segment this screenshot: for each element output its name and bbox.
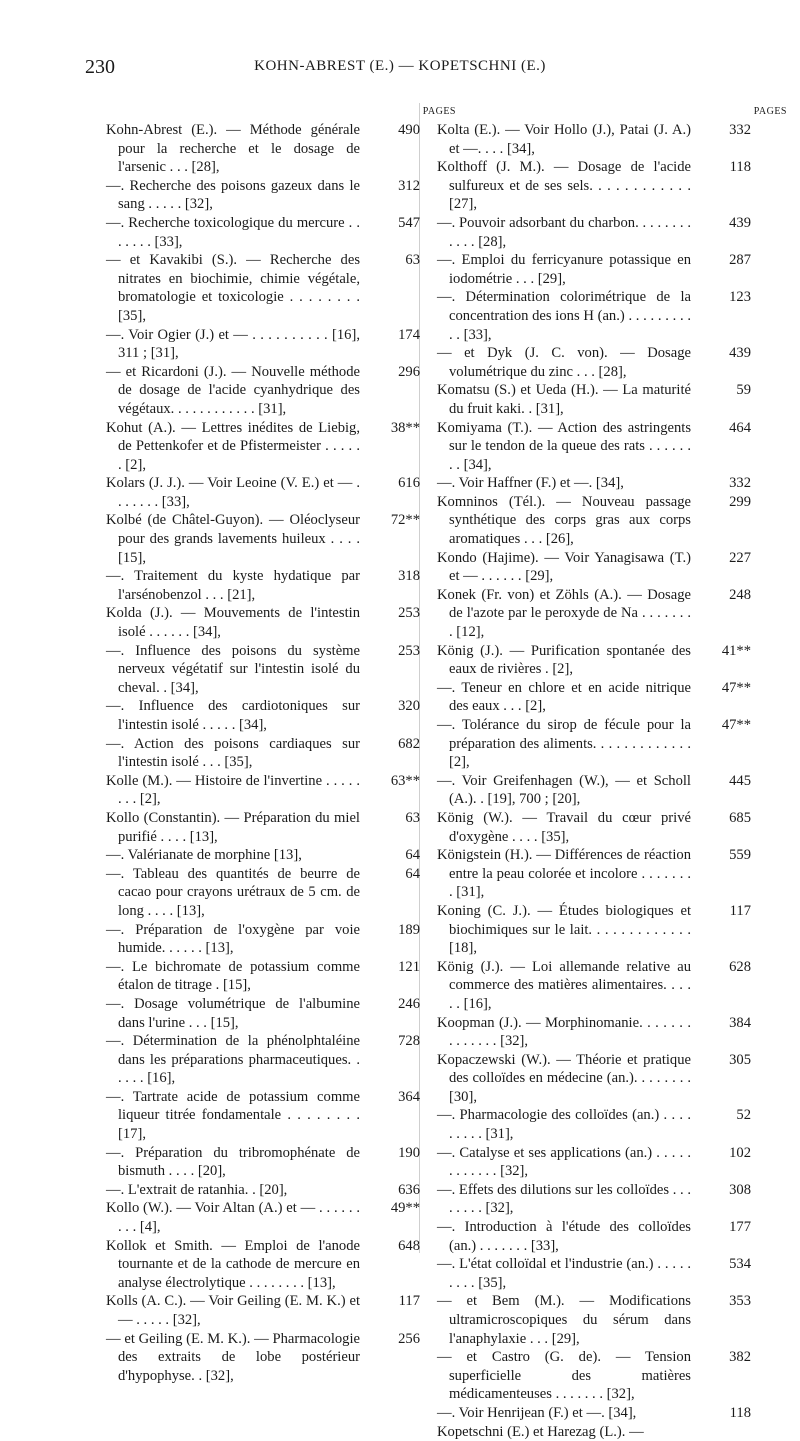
index-entry [437,344,767,381]
entry-page-number [691,642,751,661]
index-entry [106,419,436,475]
page-ref: 118 [729,159,751,176]
index-entry [437,716,767,772]
entry-page-number [691,1181,751,1200]
index-entry [437,1014,767,1051]
entry-page-number [360,511,420,530]
entry-text: Kohn-Abrest (E.). — Méthode générale pour la recherche et le dosage de l'arsenic . . . [28], [106,122,360,176]
page-ref: 253 [398,605,420,622]
index-entry [437,1181,767,1218]
index-entry [437,809,767,846]
page-ref: 320 [398,698,420,715]
page-ref: 287 [729,252,751,269]
entry-page-number [691,419,751,438]
page-ref: 38** [390,419,420,436]
entry-page-number [691,1144,751,1163]
index-entry [106,735,436,772]
page-ref: 102 [729,1144,751,1161]
index-entry [437,679,767,716]
index-entry [106,846,436,865]
entry-page-number [691,716,751,735]
index-entry [437,1255,767,1292]
entry-text: Kollok et Smith. — Emploi de l'anode tournante et de la cathode de mercure en analyse électrolytique . . . . . . . . [13], [106,1237,360,1291]
entry-page-number [691,344,751,363]
page-ref: 547 [398,214,420,231]
entry-text: —. Le bichromate de potassium comme étalon de titrage . [15], [106,958,360,994]
index-entry [106,642,436,698]
entry-page-number [691,288,751,307]
entry-text: Komatsu (S.) et Ueda (H.). — La maturité du fruit kaki. . [31], [437,382,691,417]
page-ref: 648 [398,1237,420,1254]
entry-page-number [691,381,751,400]
index-entry [106,567,436,604]
index-entry [437,419,767,475]
index-entry [437,958,767,1014]
entry-text: — et Kavakibi (S.). — Recherche des nitrates en biochimie, chimie végétale, bromatologie et toxicologie . . . . . . . . [35], [106,252,360,324]
index-entries-right [437,121,767,1441]
entry-page-number [360,865,420,884]
index-entry [437,902,767,958]
index-entry [437,1106,767,1143]
index-entry [437,1404,767,1423]
entry-page-number [691,1292,751,1311]
page-ref: 248 [729,586,751,603]
entry-text: —. Voir Henrijean (F.) et —. [34], [437,1404,637,1421]
index-entry [106,326,436,363]
entry-page-number [691,1051,751,1070]
entry-page-number [360,846,420,865]
entry-text: Kolta (E.). — Voir Hollo (J.), Patai (J. A.) et —. . . . [34], [437,122,691,157]
entry-text: König (J.). — Purification spontanée des eaux de rivières . [2], [437,642,691,678]
entry-text: Komninos (Tél.). — Nouveau passage synthétique des corps gras aux corps aromatiques . . . [26], [437,493,691,548]
page-ref: 117 [729,902,751,919]
entry-text: —. L'état colloïdal et l'industrie (an.) . . . . . . . . . [35], [437,1256,691,1291]
entry-page-number [691,1218,751,1237]
page-ref: 227 [729,549,751,566]
entry-page-number [360,995,420,1014]
page-ref: 72** [390,512,420,529]
page-number: 230 [85,56,115,78]
page-ref: 559 [729,847,751,864]
page-ref: 305 [729,1051,751,1068]
entry-page-number [360,419,420,438]
entry-page-number [360,642,420,661]
page-ref: 490 [398,122,420,138]
entry-page-number [360,1292,420,1311]
entry-page-number [360,809,420,828]
entry-text: — et Bem (M.). — Modifications ultramicroscopiques du sérum dans l'anaphylaxie . . . [29], [437,1293,691,1347]
entry-page-number [360,1181,420,1200]
index-entry [106,1144,436,1181]
index-entry [106,865,436,921]
entry-text: —. Traitement du kyste hydatique par l'arsénobenzol . . . [21], [106,568,360,603]
page-ref: 308 [729,1181,751,1198]
page-ref: 64 [405,847,420,864]
entry-page-number [360,604,420,623]
entry-text: —. Détermination de la phénolphtaléine dans les préparations pharmaceutiques. . . . . . [16], [106,1033,360,1087]
entry-page-number [360,1237,420,1256]
page-ref: 628 [729,958,751,975]
page-ref: 253 [398,642,420,659]
page-ref: 47** [721,717,751,733]
page-ref: 64 [405,865,420,882]
entry-page-number [691,586,751,605]
index-entry [106,214,436,251]
entry-text: —. Dosage volumétrique de l'albumine dans l'urine . . . [15], [106,995,360,1031]
entry-page-number [360,214,420,233]
index-entry [437,251,767,288]
index-entry [106,121,436,177]
page-ref: 63 [405,809,420,826]
page-ref: 296 [398,363,420,380]
index-entry [106,1292,436,1329]
entry-text: Kohut (A.). — Lettres inédites de Liebig, de Pettenkofer et de Pfistermeister . . . . . . [2], [106,419,360,473]
entry-text: Kolls (A. C.). — Voir Geiling (E. M. K.) et — . . . . . [32], [106,1293,360,1328]
entry-page-number [691,1404,751,1423]
page-ref: 63** [390,772,420,789]
index-entry [106,697,436,734]
page-ref: 384 [729,1014,751,1031]
page-ref: 685 [729,809,751,826]
entry-text: —. Préparation du tribromophénate de bismuth . . . . [20], [106,1144,360,1180]
right-column [437,103,787,1441]
index-entry [437,1051,767,1107]
entry-page-number [360,1144,420,1163]
index-entry [437,1423,767,1441]
entry-text: —. Voir Greifenhagen (W.), — et Scholl (A.). . [19], 700 ; [20], [437,772,691,808]
index-entry [106,1032,436,1088]
index-entry [437,1144,767,1181]
entry-page-number [360,177,420,196]
entry-page-number [360,921,420,940]
page-ref: 174 [398,326,420,343]
running-title: KOHN-ABREST (E.) — KOPETSCHNI (E.) [254,58,546,74]
entry-text: —. Pouvoir adsorbant du charbon. . . . . . . . . . . . [28], [437,214,691,250]
entry-page-number [360,697,420,716]
index-entry [106,511,436,567]
entry-text: —. Influence des poisons du système nerveux végétatif sur l'intestin isolé du cheval. . [34], [106,642,360,696]
entry-page-number [360,735,420,754]
entry-text: Koopman (J.). — Morphinomanie. . . . . . . . . . . . . . [32], [437,1014,691,1050]
entry-page-number [691,809,751,828]
index-entry [437,121,767,158]
index-entry [437,474,767,493]
page-ref: 246 [398,995,420,1012]
index-entry [437,586,767,642]
index-entry [106,1330,436,1386]
index-entry [106,1181,436,1200]
entry-text: Kollo (W.). — Voir Altan (A.) et — . . . . . . . . . [4], [106,1200,360,1236]
entry-text: König (W.). — Travail du cœur privé d'oxygène . . . . [35], [437,809,691,845]
entry-text: Kopaczewski (W.). — Théorie et pratique des colloïdes en médecine (an.). . . . . . . . [30], [437,1051,691,1105]
index-entry [106,809,436,846]
entry-page-number [360,474,420,493]
entry-page-number [691,1014,751,1033]
entry-page-number [691,121,751,140]
left-column [106,103,456,1385]
entry-text: —. Action des poisons cardiaques sur l'intestin isolé . . . [35], [106,735,360,771]
page-ref: 636 [398,1181,420,1198]
entry-text: —. Tolérance du sirop de fécule pour la préparation des aliments. . . . . . . . . . . . . [2], [437,717,691,771]
entry-page-number [360,363,420,382]
index-entry [437,158,767,214]
entry-page-number [360,1032,420,1051]
index-entry [106,958,436,995]
entry-text: —. Recherche des poisons gazeux dans le sang . . . . . [32], [106,177,360,213]
index-entry [437,1348,767,1404]
entry-page-number [360,326,420,345]
entry-text: —. Pharmacologie des colloïdes (an.) . . . . . . . . . [31], [437,1107,691,1143]
index-entry [106,1088,436,1144]
page-ref: 299 [729,493,751,510]
index-entry [437,381,767,418]
entry-text: —. Voir Haffner (F.) et —. [34], [437,475,624,492]
index-entry [437,549,767,586]
index-entry [437,493,767,549]
entry-text: —. Effets des dilutions sur les colloïdes . . . . . . . . [32], [437,1181,691,1217]
index-entry [437,1218,767,1255]
page-ref: 256 [398,1330,420,1347]
page-ref: 123 [729,289,751,306]
page-ref: 728 [398,1033,420,1050]
index-entry [437,288,767,344]
page-ref: 117 [398,1293,420,1310]
page-ref: 190 [398,1144,420,1161]
entry-text: Königstein (H.). — Différences de réaction entre la peau colorée et incolore . . . . . . . . [31], [437,847,691,901]
entry-page-number [691,549,751,568]
entry-text: —. Emploi du ferricyanure potassique en iodométrie . . . [29], [437,252,691,287]
index-entry [106,251,436,325]
page-ref: 364 [398,1088,420,1105]
page-ref: 445 [729,772,751,789]
entry-text: —. Voir Ogier (J.) et — . . . . . . . . . . [16], 311 ; [31], [106,326,360,362]
page-ref: 121 [398,958,420,975]
entry-text: — et Geiling (E. M. K.). — Pharmacologie des extraits de lobe postérieur d'hypophyse. . [32], [106,1330,360,1384]
page-ref: 439 [729,345,751,362]
page-ref: 318 [398,568,420,585]
entry-text: —. Tableau des quantités de beurre de cacao pour crayons urétraux de 5 cm. de long . . . . [13], [106,865,360,919]
entry-text: Kondo (Hajime). — Voir Yanagisawa (T.) et — . . . . . . [29], [437,549,691,585]
entry-page-number [691,251,751,270]
pages-column-label: PAGES [753,106,787,117]
page-ref: 312 [398,177,420,194]
page-ref: 41** [721,642,751,659]
entry-page-number [691,158,751,177]
entry-text: —. Recherche toxicologique du mercure . . . . . . . [33], [106,214,360,250]
entry-text: Koning (C. J.). — Études biologiques et biochimiques sur le lait. . . . . . . . . . . . . [18], [437,902,691,957]
page-ref: 52 [736,1107,751,1124]
page-ref: 332 [729,475,751,492]
index-entry [437,642,767,679]
entry-text: Konek (Fr. von) et Zöhls (A.). — Dosage de l'azote par le peroxyde de Na . . . . . . . . [12], [437,586,691,641]
entry-page-number [691,1348,751,1367]
entry-text: König (J.). — Loi allemande relative au commerce des matières alimentaires. . . . . . [16], [437,958,691,1012]
index-entry [106,921,436,958]
page-ref: 353 [729,1293,751,1310]
page-ref: 47** [721,679,751,696]
index-entry [106,995,436,1032]
entry-page-number [360,958,420,977]
entry-page-number [360,1330,420,1349]
index-entry [106,772,436,809]
entry-text: Kolars (J. J.). — Voir Leoine (V. E.) et — . . . . . . . [33], [106,475,360,510]
page-ref: 464 [729,419,751,436]
page-ref: 59 [736,382,751,399]
page-ref: 189 [398,921,420,938]
entry-page-number [691,772,751,791]
page-ref: 177 [729,1219,751,1236]
index-entry [106,474,436,511]
entry-text: Kolda (J.). — Mouvements de l'intestin isolé . . . . . . [34], [106,605,360,641]
entry-text: — et Dyk (J. C. von). — Dosage volumétrique du zinc . . . [28], [437,345,691,380]
page-ref: 382 [729,1349,751,1366]
entry-page-number [360,1088,420,1107]
entry-page-number [360,121,420,140]
entry-text: —. Valérianate de morphine [13], [106,847,302,864]
entry-text: —. L'extrait de ratanhia. . [20], [106,1181,288,1198]
entry-page-number [360,1199,420,1218]
page-ref: 118 [729,1404,751,1421]
entry-text: —. Détermination colorimétrique de la concentration des ions H (an.) . . . . . . . . . . . [33], [437,289,691,343]
page-ref: 534 [729,1256,751,1273]
entry-text: Komiyama (T.). — Action des astringents sur le tendon de la queue des rats . . . . . . . . [34], [437,419,691,473]
page-ref: 616 [398,475,420,492]
page-ref: 49** [390,1200,420,1217]
entry-text: — et Ricardoni (J.). — Nouvelle méthode de dosage de l'acide cyanhydrique des végétaux. . . . . . . . . . . . [31], [106,363,360,417]
index-entry [106,1237,436,1293]
entry-page-number [691,902,751,921]
entry-page-number [691,474,751,493]
entry-text: —. Catalyse et ses applications (an.) . . . . . . . . . . . . [32], [437,1144,691,1180]
index-entry [437,772,767,809]
entry-text: —. Influence des cardiotoniques sur l'intestin isolé . . . . . [34], [106,698,360,733]
index-entry [106,363,436,419]
index-entries-left [106,121,436,1385]
entry-text: — et Castro (G. de). — Tension superficielle des matières médicamenteuses . . . . . . . [32], [437,1349,691,1403]
entry-page-number [691,958,751,977]
page-ref: 682 [398,735,420,752]
entry-page-number [691,214,751,233]
pages-column-label: PAGES [422,106,456,117]
entry-page-number [691,1106,751,1125]
index-entry [106,177,436,214]
entry-page-number [691,493,751,512]
index-entry [437,214,767,251]
entry-page-number [691,846,751,865]
page-ref: 332 [729,122,751,138]
index-entry [437,1292,767,1348]
entry-text: —. Préparation de l'oxygène par voie humide. . . . . . [13], [106,921,360,957]
index-entry [106,1199,436,1236]
entry-text: —. Teneur en chlore et en acide nitrique des eaux . . . [2], [437,679,691,715]
entry-page-number [360,251,420,270]
entry-page-number [691,1255,751,1274]
index-entry [437,846,767,902]
entry-text: Kolle (M.). — Histoire de l'invertine . . . . . . . . [2], [106,772,360,808]
entry-page-number [691,679,751,698]
entry-text: —. Tartrate acide de potassium comme liqueur titrée fondamentale . . . . . . . . [17], [106,1088,360,1143]
index-entry [106,604,436,641]
entry-text: —. Introduction à l'étude des colloïdes (an.) . . . . . . . [33], [437,1219,691,1254]
page-ref: 439 [729,214,751,231]
entry-page-number [360,567,420,586]
entry-page-number [360,772,420,791]
running-header [0,56,800,86]
entry-text: Kolbé (de Châtel-Guyon). — Oléoclyseur pour des grands lavements huileux . . . . [15], [106,512,360,566]
page-ref: 63 [405,252,420,269]
entry-text: Kolthoff (J. M.). — Dosage de l'acide sulfureux et de ses sels. . . . . . . . . . . . [27], [437,159,691,213]
entry-text: Kopetschni (E.) et Harezag (L.). — [437,1423,644,1440]
entry-text: Kollo (Constantin). — Préparation du miel purifié . . . . [13], [106,809,360,845]
